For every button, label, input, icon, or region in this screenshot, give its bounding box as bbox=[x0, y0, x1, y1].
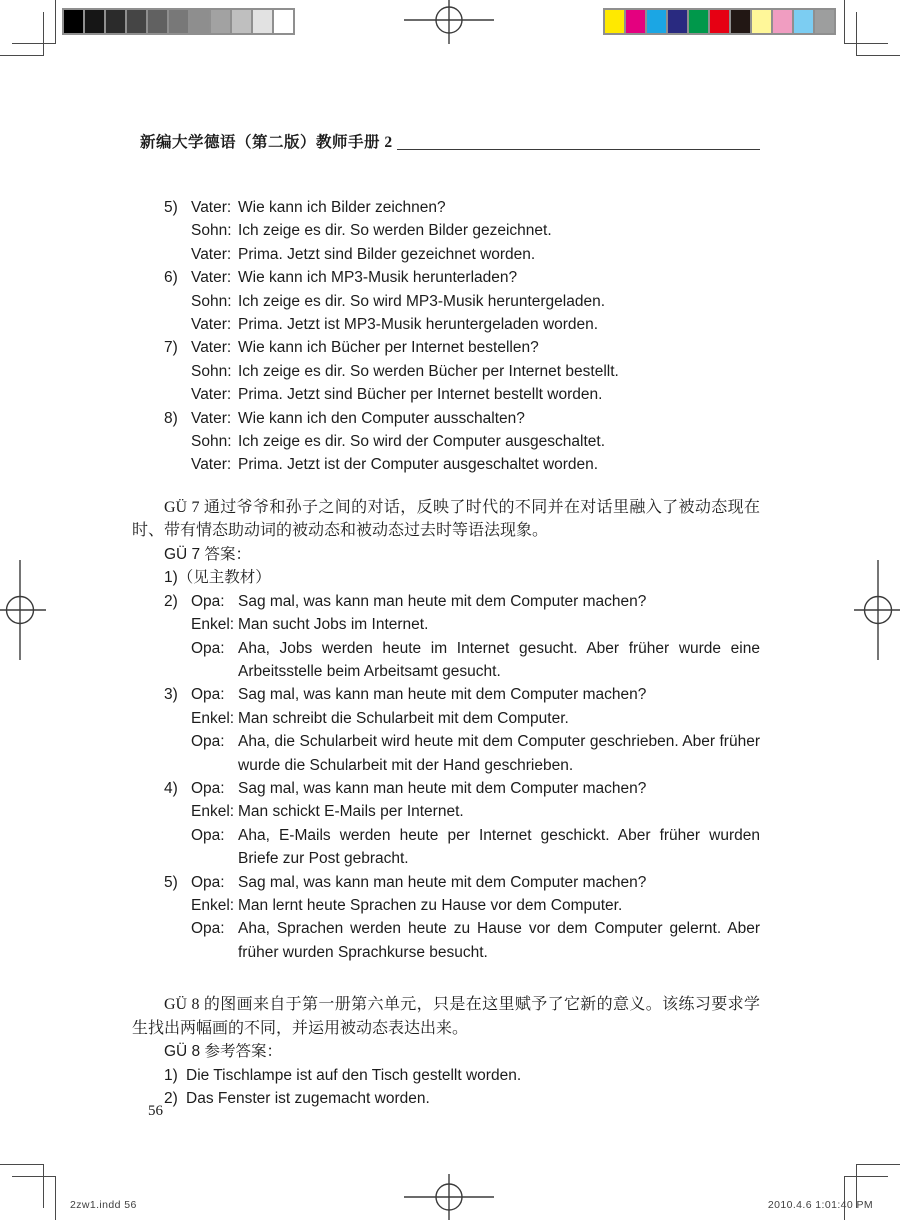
dialog-line bbox=[132, 360, 760, 383]
dialog-line bbox=[132, 707, 760, 730]
trim-mark-top-left-inner bbox=[0, 12, 44, 56]
grayscale-swatch bbox=[211, 10, 232, 33]
dialog-line bbox=[132, 824, 760, 871]
speaker-label: Vater: bbox=[191, 456, 232, 474]
dialog-line bbox=[132, 871, 760, 894]
grayscale-swatch bbox=[253, 10, 274, 33]
registration-mark-right-middle-icon bbox=[854, 560, 900, 660]
speaker-label: Sohn: bbox=[191, 292, 232, 310]
color-swatch bbox=[794, 10, 815, 33]
item-number: 4) bbox=[164, 779, 178, 797]
dialog-line bbox=[132, 336, 760, 359]
item-number bbox=[164, 360, 191, 383]
item-number: 1) bbox=[164, 1066, 178, 1084]
dialog-line bbox=[132, 313, 760, 336]
dialog-text: Aha, E-Mails werden heute per Internet geschickt. Aber früher wurden Briefe zur Post gebracht. bbox=[238, 826, 760, 868]
grayscale-swatch bbox=[64, 10, 85, 33]
dialog-list-opa-enkel bbox=[132, 590, 760, 965]
item-number bbox=[164, 219, 191, 242]
dialog-line bbox=[132, 730, 760, 777]
dialog-text: Man schickt E-Mails per Internet. bbox=[238, 803, 464, 821]
grayscale-swatch bbox=[85, 10, 106, 33]
header-rule bbox=[397, 149, 760, 150]
registration-mark-top-center-icon bbox=[404, 0, 494, 46]
item-number bbox=[164, 917, 191, 964]
slug-filename: 2zw1.indd 56 bbox=[70, 1199, 137, 1211]
gu7-commentary-paragraph: GÜ 7 通过爷爷和孙子之间的对话，反映了时代的不同并在对话里融入了被动态现在时、带有情态助动词的被动态和被动态过去时等语法现象。 bbox=[132, 498, 760, 540]
item-number bbox=[164, 243, 191, 266]
speaker-label: Vater: bbox=[191, 245, 232, 263]
dialog-line bbox=[132, 917, 760, 964]
dialog-text: Wie kann ich den Computer ausschalten? bbox=[238, 409, 525, 427]
grayscale-swatch bbox=[106, 10, 127, 33]
item-number bbox=[164, 430, 191, 453]
speaker-label: Vater: bbox=[191, 339, 232, 357]
dialog-line bbox=[132, 637, 760, 684]
dialog-text: Prima. Jetzt ist MP3-Musik heruntergeladen worden. bbox=[238, 316, 599, 334]
color-swatch bbox=[731, 10, 752, 33]
dialog-text: Aha, Jobs werden heute im Internet gesucht. Aber früher wurde eine Arbeitsstelle beim Arbeitsamt gesucht. bbox=[238, 639, 760, 680]
color-swatch bbox=[773, 10, 794, 33]
dialog-line bbox=[132, 590, 760, 613]
dialog-text: Aha, die Schularbeit wird heute mit dem Computer geschrieben. Aber früher wurde die Schularbeit mit der Hand geschrieben. bbox=[238, 733, 760, 774]
speaker-label: Vater: bbox=[191, 409, 232, 427]
answer-text: Die Tischlampe ist auf den Tisch gestellt worden. bbox=[186, 1066, 522, 1084]
item-number bbox=[164, 290, 191, 313]
dialog-line bbox=[132, 453, 760, 476]
color-swatch bbox=[689, 10, 710, 33]
speaker-label: Enkel: bbox=[191, 803, 235, 821]
item-number bbox=[164, 730, 191, 777]
dialog-line bbox=[132, 894, 760, 917]
item-number bbox=[164, 800, 191, 823]
answer-text: Das Fenster ist zugemacht worden. bbox=[186, 1090, 430, 1107]
dialog-line bbox=[132, 407, 760, 430]
speaker-label: Vater: bbox=[191, 199, 232, 216]
answer-line bbox=[132, 1064, 760, 1087]
item-number bbox=[164, 383, 191, 406]
item-number bbox=[164, 707, 191, 730]
item-number: 5) bbox=[164, 873, 178, 891]
registration-mark-left-middle-icon bbox=[0, 560, 46, 660]
speaker-label: Enkel: bbox=[191, 616, 235, 634]
color-swatch bbox=[815, 10, 834, 33]
speaker-label: Opa: bbox=[191, 733, 225, 751]
item-number: 5) bbox=[164, 199, 178, 216]
dialog-text: Sag mal, was kann man heute mit dem Computer machen? bbox=[238, 686, 647, 704]
dialog-text: Man schreibt die Schularbeit mit dem Computer. bbox=[238, 709, 569, 727]
dialog-text: Prima. Jetzt sind Bilder gezeichnet worden. bbox=[238, 245, 536, 263]
speaker-label: Enkel: bbox=[191, 896, 235, 914]
page-number: 56 bbox=[148, 1103, 163, 1119]
speaker-label: Opa: bbox=[191, 826, 225, 844]
dialog-text: Ich zeige es dir. So werden Bilder gezeichnet. bbox=[238, 222, 552, 240]
dialog-line bbox=[132, 266, 760, 289]
speaker-label: Vater: bbox=[191, 316, 232, 334]
book-title: 新编大学德语（第二版）教师手册 2 bbox=[140, 134, 393, 151]
text-column bbox=[132, 196, 760, 1110]
item-number: 8) bbox=[164, 409, 178, 427]
dialog-line bbox=[132, 430, 760, 453]
color-swatch bbox=[626, 10, 647, 33]
gu7-answers-heading: GÜ 7 答案： bbox=[164, 545, 251, 563]
color-swatch bbox=[647, 10, 668, 33]
speaker-label: Opa: bbox=[191, 686, 225, 704]
color-swatch bbox=[752, 10, 773, 33]
speaker-label: Sohn: bbox=[191, 362, 232, 380]
grayscale-swatch bbox=[190, 10, 211, 33]
gu8-answers-heading: GÜ 8 参考答案： bbox=[164, 1043, 282, 1061]
dialog-text: Aha, Sprachen werden heute zu Hause vor dem Computer gelernt. Aber früher wurden Sprachkurse besucht. bbox=[238, 920, 760, 961]
gu7-answer-item-1: 1)（见主教材） bbox=[164, 569, 271, 587]
item-number: 2) bbox=[164, 1090, 178, 1107]
dialog-line bbox=[132, 290, 760, 313]
dialog-text: Sag mal, was kann man heute mit dem Computer machen? bbox=[238, 592, 647, 610]
gu8-answers-list bbox=[132, 1064, 760, 1111]
dialog-line bbox=[132, 196, 760, 219]
grayscale-swatch bbox=[148, 10, 169, 33]
dialog-text: Man lernt heute Sprachen zu Hause vor dem Computer. bbox=[238, 896, 623, 914]
trim-mark-top-right-inner bbox=[856, 12, 900, 56]
dialog-text: Wie kann ich Bücher per Internet bestellen? bbox=[238, 339, 539, 357]
item-number bbox=[164, 894, 191, 917]
dialog-text: Prima. Jetzt ist der Computer ausgeschaltet worden. bbox=[238, 456, 599, 474]
dialog-text: Ich zeige es dir. So wird MP3-Musik heruntergeladen. bbox=[238, 292, 606, 310]
speaker-label: Opa: bbox=[191, 873, 225, 891]
grayscale-swatch bbox=[274, 10, 293, 33]
item-number bbox=[164, 453, 191, 476]
dialog-line bbox=[132, 683, 760, 706]
answer-line bbox=[132, 1087, 760, 1110]
color-calibration-bar bbox=[603, 8, 836, 35]
dialog-line bbox=[132, 800, 760, 823]
speaker-label: Opa: bbox=[191, 592, 225, 610]
dialog-text: Ich zeige es dir. So wird der Computer ausgeschaltet. bbox=[238, 433, 606, 451]
dialog-line bbox=[132, 613, 760, 636]
gu8-commentary-paragraph: GÜ 8 的图画来自于第一册第六单元，只是在这里赋予了它新的意义。该练习要求学生找出两幅画的不同，并运用被动态表达出来。 bbox=[132, 996, 760, 1037]
grayscale-swatch bbox=[169, 10, 190, 33]
color-swatch bbox=[605, 10, 626, 33]
grayscale-swatch bbox=[127, 10, 148, 33]
registration-mark-bottom-center-icon bbox=[404, 1174, 494, 1220]
running-head bbox=[140, 130, 760, 152]
item-number bbox=[164, 613, 191, 636]
slug-datetime: 2010.4.6 1:01:40 PM bbox=[767, 1199, 873, 1211]
dialog-text: Wie kann ich Bilder zeichnen? bbox=[238, 199, 446, 216]
dialog-line bbox=[132, 383, 760, 406]
dialog-list-vater-sohn bbox=[132, 196, 760, 477]
dialog-text: Sag mal, was kann man heute mit dem Computer machen? bbox=[238, 779, 647, 797]
dialog-line bbox=[132, 777, 760, 800]
trim-mark-bottom-left-inner bbox=[0, 1164, 44, 1208]
item-number bbox=[164, 637, 191, 684]
dialog-text: Man sucht Jobs im Internet. bbox=[238, 616, 429, 634]
dialog-text: Sag mal, was kann man heute mit dem Computer machen? bbox=[238, 873, 647, 891]
speaker-label: Opa: bbox=[191, 920, 225, 938]
grayscale-calibration-bar bbox=[62, 8, 295, 35]
grayscale-swatch bbox=[232, 10, 253, 33]
speaker-label: Opa: bbox=[191, 779, 225, 797]
item-number: 6) bbox=[164, 269, 178, 287]
speaker-label: Enkel: bbox=[191, 709, 235, 727]
item-number: 2) bbox=[164, 592, 178, 610]
dialog-text: Wie kann ich MP3-Musik herunterladen? bbox=[238, 269, 518, 287]
speaker-label: Sohn: bbox=[191, 222, 232, 240]
color-swatch bbox=[710, 10, 731, 33]
dialog-text: Prima. Jetzt sind Bücher per Internet bestellt worden. bbox=[238, 386, 603, 404]
dialog-line bbox=[132, 219, 760, 242]
item-number bbox=[164, 313, 191, 336]
speaker-label: Vater: bbox=[191, 386, 232, 404]
item-number: 7) bbox=[164, 339, 178, 357]
speaker-label: Vater: bbox=[191, 269, 232, 287]
speaker-label: Sohn: bbox=[191, 433, 232, 451]
dialog-text: Ich zeige es dir. So werden Bücher per Internet bestellt. bbox=[238, 362, 619, 380]
speaker-label: Opa: bbox=[191, 639, 225, 657]
dialog-line bbox=[132, 243, 760, 266]
item-number: 3) bbox=[164, 686, 178, 704]
color-swatch bbox=[668, 10, 689, 33]
item-number bbox=[164, 824, 191, 871]
